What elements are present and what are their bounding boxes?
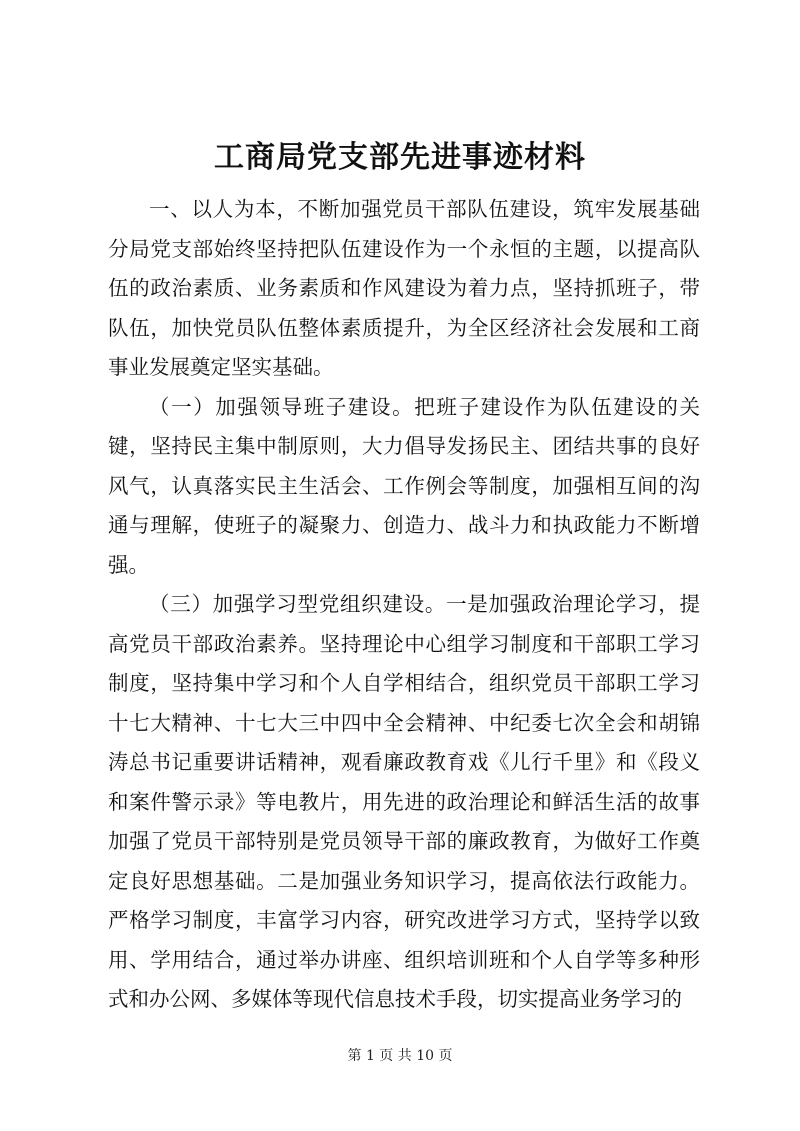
page-number-footer: 第 1 页 共 10 页: [347, 1048, 453, 1064]
paragraph-leadership: （一）加强领导班子建设。把班子建设作为队伍建设的关键，坚持民主集中制原则，大力倡导发扬民主、团结共事的良好风气，认真落实民主生活会、工作例会等制度，加强相互间的沟通与理解，使班子的凝聚力、创造力、战斗力和执政能力不断增强。: [108, 394, 700, 577]
document-title: 工商局党支部先进事迹材料: [214, 140, 586, 175]
document-body: [108, 190, 700, 1020]
paragraph-learning: （三）加强学习型党组织建设。一是加强政治理论学习，提高党员干部政治素养。坚持理论中心组学习制度和干部职工学习制度，坚持集中学习和个人自学相结合，组织党员干部职工学习十七大精神、十七大三中四中全会精神、中纪委七次全会和胡锦涛总书记重要讲话精神，观看廉政教育戏《儿行千里》和《段义和案件警示录》等电教片，用先进的政治理论和鲜活生活的故事加强了党员干部特别是党员领导干部的廉政教育，为做好工作奠定良好思想基础。二是加强业务知识学习，提高依法行政能力。严格学习制度，丰富学习内容，研究改进学习方式，坚持学以致用、学用结合，通过举办讲座、组织培训班和个人自学等多种形式和办公网、多媒体等现代信息技术手段，切实提高业务学习的: [108, 592, 700, 1011]
paragraph-section-one: 一、以人为本，不断加强党员干部队伍建设，筑牢发展基础分局党支部始终坚持把队伍建设作为一个永恒的主题，以提高队伍的政治素质、业务素质和作风建设为着力点，坚持抓班子，带队伍，加快党员队伍整体素质提升，为全区经济社会发展和工商事业发展奠定坚实基础。: [108, 197, 700, 379]
